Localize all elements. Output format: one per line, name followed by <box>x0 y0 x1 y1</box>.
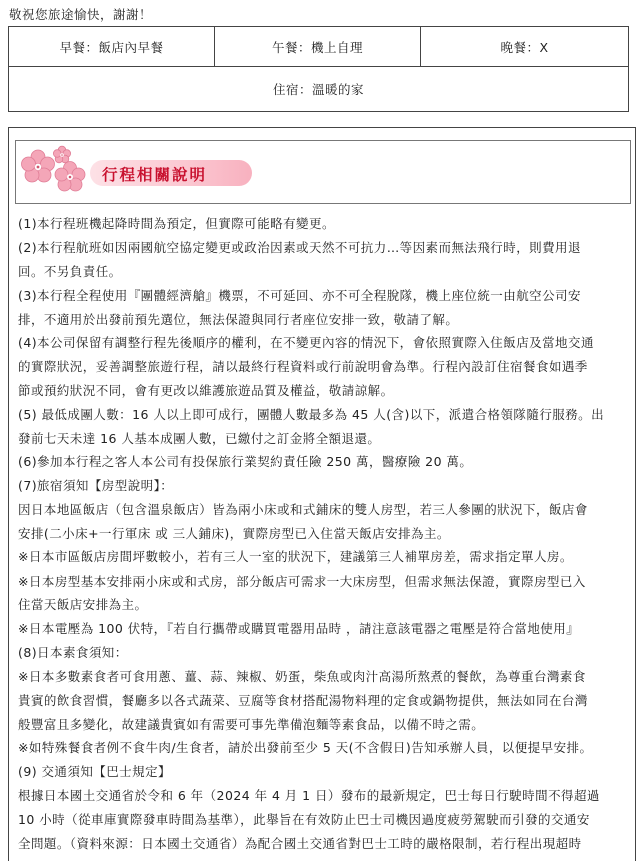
note-line: ※日本多數素食者可食用蔥、薑、蒜、辣椒、奶蛋，柴魚或肉汁高湯所熬煮的餐飲，為尊重台灣素食 <box>18 669 586 684</box>
note-line: (8)日本素食須知： <box>18 645 128 660</box>
note-line: ※日本電壓為 100 伏特，『若自行攜帶或購買電器用品時 ，請注意該電器之電壓是符合當地使用』 <box>18 621 580 636</box>
trip-notes-section <box>8 127 636 861</box>
note-line: (4)本公司保留有調整行程先後順序的權利，在不變更內容的情況下，會依照實際入住飯店及當地交通 <box>18 335 594 350</box>
note-line: 安排(二小床+一行軍床 或 三人鋪床)，實際房型已入住當天飯店安排為主。 <box>18 526 450 541</box>
note-line: 全問題。（資料來源：日本國土交通省）為配合國土交通省對巴士工時的嚴格限制，若行程出現超時 <box>18 836 582 851</box>
note-line: 10 小時（從車庫實際發車時間為基準），此舉旨在有效防止巴士司機因過度疲勞駕駛而引發的交通安 <box>18 812 590 827</box>
note-line: ※日本市區飯店房間坪數較小，若有三人一室的狀況下，建議第三人補單房差，需求指定單人房。 <box>18 549 573 564</box>
note-line: 發前七天未達 16 人基本成團人數，已繳付之訂金將全額退還。 <box>18 431 381 446</box>
note-line: 排，不適用於出發前預先選位，無法保證與同行者座位安排一致，敬請了解。 <box>18 312 459 327</box>
note-line: ※如特殊餐食者例不食牛肉/生食者，請於出發前至少 5 天(不含假日)告知承辦人員，以便提早安排。 <box>18 740 593 755</box>
meals-table <box>8 26 629 112</box>
dinner-cell: 晚餐：X <box>421 27 629 67</box>
note-line: 般豐富且多變化，故建議貴賓如有需要可事先準備泡麵等素食品，以備不時之需。 <box>18 717 485 732</box>
note-line: (1)本行程班機起降時間為預定，但實際可能略有變更。 <box>18 216 335 231</box>
note-line: (9) 交通須知【巴士規定】 <box>18 764 171 779</box>
note-line: 回。不另負責任。 <box>18 264 122 279</box>
greeting-text: 敬祝您旅途愉快，謝謝！ <box>9 7 153 22</box>
note-line: 根據日本國土交通省於令和 6 年（2024 年 4 月 1 日）發布的最新規定，巴士每日行駛時間不得超過 <box>18 788 600 803</box>
note-line: 的實際狀況，妥善調整旅遊行程，請以最終行程資料或行前說明會為準。行程內設訂住宿餐食如遇季 <box>18 359 588 374</box>
notes-title: 行程相關說明 <box>102 166 208 184</box>
lunch-cell: 午餐：機上自理 <box>215 27 421 67</box>
note-line: (2)本行程航班如因兩國航空協定變更或政治因素或天然不可抗力…等因素而無法飛行時，則費用退 <box>18 240 581 255</box>
note-line: 住當天飯店安排為主。 <box>18 597 148 612</box>
note-line: (5) 最低成團人數：16 人以上即可成行，團體人數最多為 45 人(含)以下，派遣合格領隊隨行服務。出 <box>18 407 605 422</box>
lodging-cell: 住宿：溫暖的家 <box>9 67 629 112</box>
sakura-flowers-icon <box>18 143 102 203</box>
note-line: (3)本行程全程使用『團體經濟艙』機票，不可延回、亦不可全程脫隊，機上座位統一由航空公司安 <box>18 288 581 303</box>
note-line: 因日本地區飯店（包含溫泉飯店）皆為兩小床或和式鋪床的雙人房型，若三人參團的狀況下，飯店會 <box>18 502 588 517</box>
note-line: 節或預約狀況不同，會有更改以維護旅遊品質及權益，敬請諒解。 <box>18 383 394 398</box>
notes-banner <box>15 140 631 204</box>
breakfast-cell: 早餐：飯店內早餐 <box>9 27 215 67</box>
note-line: (7)旅宿須知【房型說明】： <box>18 478 174 493</box>
note-line: ※日本房型基本安排兩小床或和式房，部分飯店可需求一大床房型，但需求無法保證，實際房型已入 <box>18 574 586 589</box>
note-line: 貴賓的飲食習慣，餐廳多以各式蔬菜、豆腐等食材搭配湯物料理的定食或鍋物提供，無法如同在台灣 <box>18 693 588 708</box>
note-line: (6)參加本行程之客人本公司有投保旅行業契約責任險 250 萬，醫療險 20 萬。 <box>18 454 473 469</box>
